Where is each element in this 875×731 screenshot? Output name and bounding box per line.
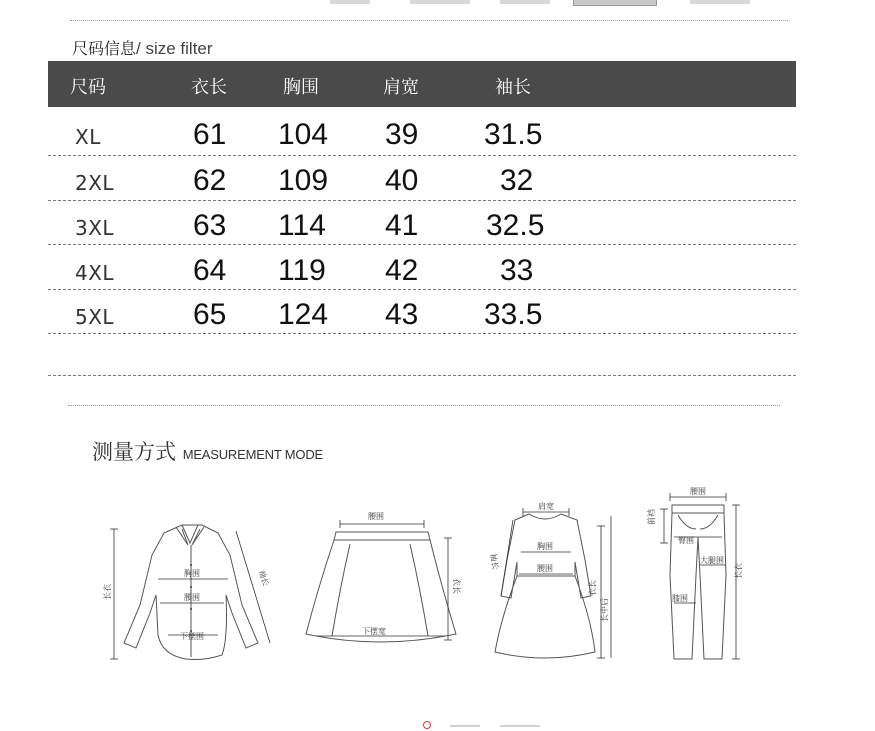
column-header-sleeve: 袖长 (495, 77, 531, 98)
measurement-title-en: MEASUREMENT MODE (182, 447, 323, 462)
shoulder-cell: 41 (385, 209, 419, 242)
size-title-en: / size filter (136, 39, 213, 58)
row-divider (48, 333, 796, 334)
size-cell: XL (75, 125, 101, 149)
pants-measurement-figure (640, 483, 755, 663)
shoulder-cell: 39 (385, 118, 419, 151)
dress-sleeve-label: 袖长 (488, 552, 500, 571)
chest-cell: 119 (278, 254, 326, 287)
sleeve-cell: 32 (500, 164, 534, 197)
bottom-cropped-strip (0, 715, 875, 731)
dress-measurement-figure (483, 500, 623, 665)
table-row (48, 290, 796, 335)
shoulder-cell: 43 (385, 298, 419, 331)
table-row (48, 156, 796, 201)
dress-shoulder-label: 肩宽 (538, 502, 554, 511)
size-cell: 3XL (75, 216, 115, 240)
skirt-measurement-figure (300, 508, 470, 658)
cropped-text-fragment (500, 0, 550, 4)
sleeve-cell: 33 (500, 254, 534, 287)
pants-rise-label: 前裆 (647, 509, 656, 525)
length-cell: 61 (193, 118, 227, 151)
divider (70, 20, 788, 21)
shoulder-cell: 40 (385, 164, 419, 197)
shirt-length-label: 长衣 (103, 584, 112, 600)
size-section-title (72, 36, 213, 59)
cropped-tag (573, 0, 657, 6)
sleeve-cell: 31.5 (484, 118, 543, 151)
shirt-measurement-figure (104, 515, 286, 665)
sleeve-cell: 32.5 (486, 209, 545, 242)
length-cell: 64 (193, 254, 227, 287)
column-header-length: 衣长 (191, 77, 227, 98)
row-divider (48, 244, 796, 245)
shirt-chest-label: 胸围 (184, 569, 200, 578)
dress-mid-label: 长中后 (600, 598, 609, 622)
pants-knee-label: 膝围 (672, 594, 688, 603)
skirt-hem-label: 下摆宽 (362, 627, 386, 636)
row-divider (48, 375, 796, 376)
dress-chest-label: 胸围 (537, 542, 553, 551)
size-cell: 4XL (75, 261, 115, 285)
cropped-text-fragment (410, 0, 470, 4)
dress-length-label: 衣长 (588, 580, 597, 596)
cropped-text-fragment (330, 0, 370, 4)
skirt-length-label: 衣长 (452, 578, 461, 594)
column-header-chest: 胸围 (283, 77, 319, 98)
size-cell: 2XL (75, 171, 115, 195)
shirt-hem-label: 下摆围 (180, 632, 204, 641)
sleeve-cell: 33.5 (484, 298, 543, 331)
chest-cell: 124 (278, 298, 329, 331)
top-cropped-strip (0, 0, 875, 14)
chest-cell: 104 (278, 118, 329, 151)
length-cell: 62 (193, 164, 227, 197)
table-row (48, 201, 796, 246)
size-cell: 5XL (75, 305, 115, 329)
pants-thigh-label: 大腿围 (700, 556, 724, 565)
shoulder-cell: 42 (385, 254, 419, 287)
table-row (48, 110, 796, 155)
cropped-decoration (423, 721, 431, 729)
measurement-title-cn: 测量方式 (92, 440, 176, 464)
shirt-sleeve-label: 袖长 (256, 569, 271, 588)
column-header-size: 尺码 (70, 77, 106, 98)
measurement-section-title (92, 436, 323, 466)
pants-length-label: 长衣 (734, 563, 743, 579)
pants-waist-label: 腰围 (690, 487, 706, 496)
cropped-text-fragment (690, 0, 750, 4)
section-divider (68, 405, 780, 406)
cropped-text-fragment (500, 725, 540, 727)
column-header-shoulder: 肩宽 (383, 77, 419, 98)
shirt-waist-label: 腰围 (184, 593, 200, 602)
dress-waist-label: 腰围 (537, 564, 553, 573)
skirt-waist-label: 腰围 (368, 512, 384, 521)
length-cell: 63 (193, 209, 227, 242)
chest-cell: 109 (278, 164, 329, 197)
size-table-header (48, 61, 796, 107)
table-row (48, 246, 796, 291)
cropped-text-fragment (450, 725, 480, 727)
chest-cell: 114 (278, 209, 326, 242)
pants-hip-label: 臀围 (678, 536, 694, 545)
length-cell: 65 (193, 298, 227, 331)
size-title-cn: 尺码信息 (72, 39, 137, 58)
